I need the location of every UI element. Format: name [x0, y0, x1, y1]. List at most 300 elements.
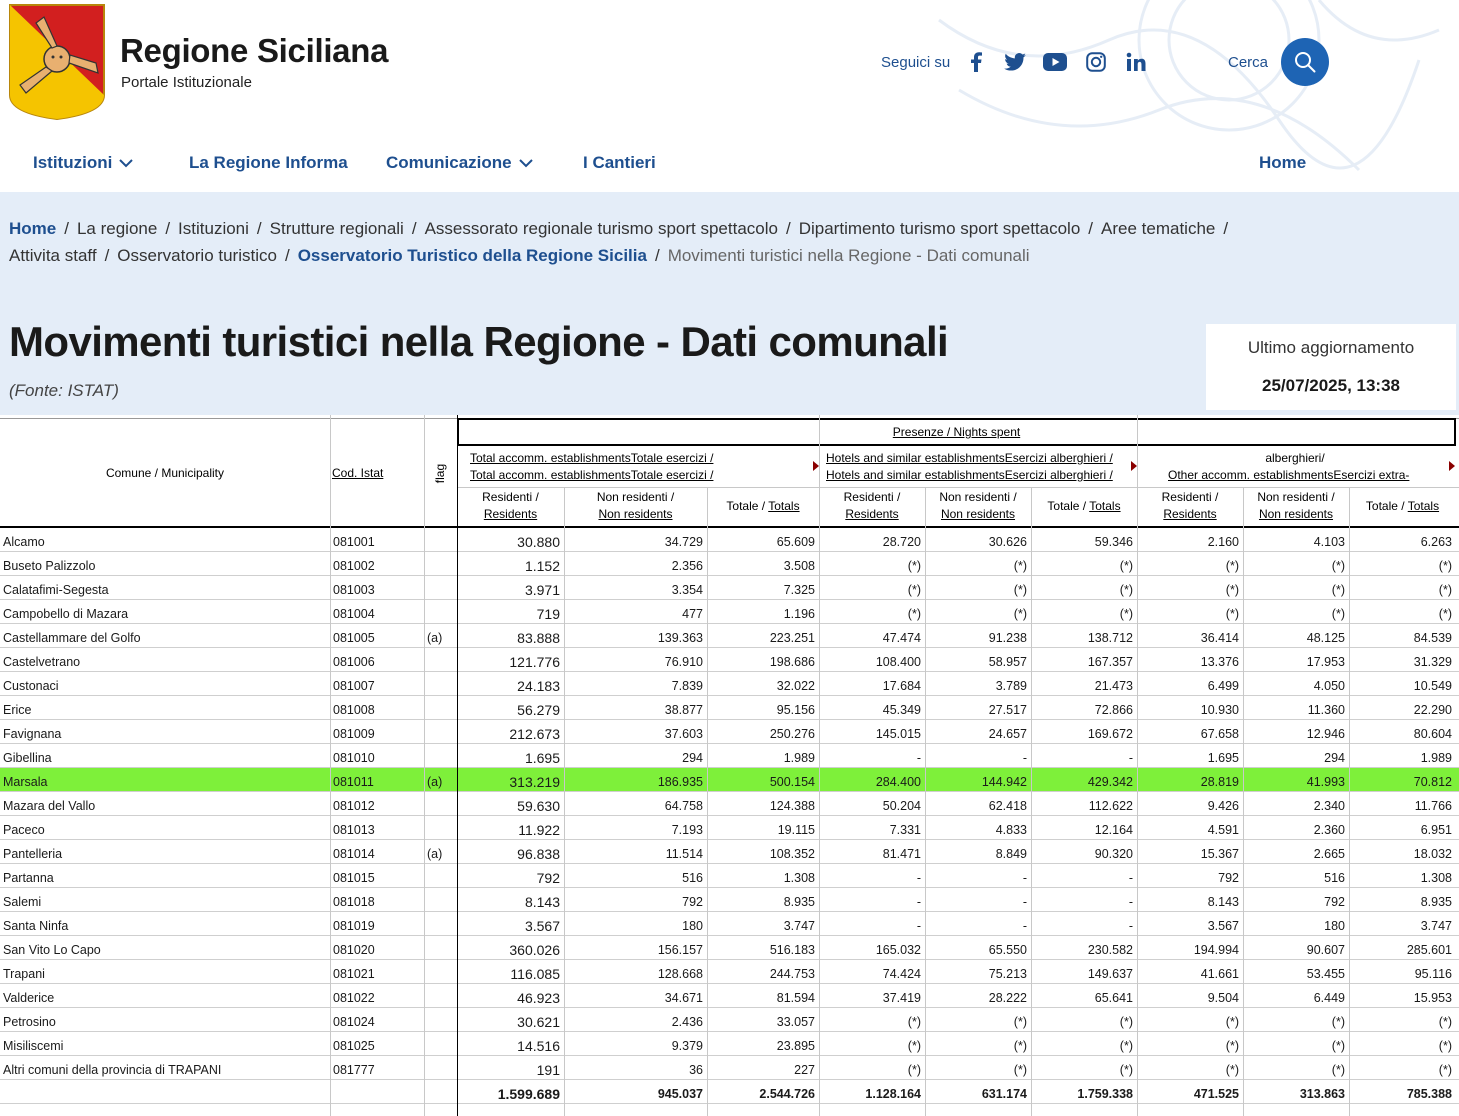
- value-cell: (*): [1438, 1039, 1452, 1053]
- value-cell: (*): [1225, 559, 1239, 573]
- municipality-cell: Petrosino: [3, 1015, 56, 1029]
- site-title[interactable]: Regione Siciliana: [120, 32, 389, 69]
- value-cell: 33.057: [776, 1015, 815, 1029]
- municipality-cell: Favignana: [3, 727, 62, 741]
- value-cell: 516.183: [769, 943, 815, 957]
- value-cell: (*): [1225, 1039, 1239, 1053]
- table-row: [0, 1056, 1459, 1080]
- search-label[interactable]: Cerca: [1228, 54, 1269, 71]
- value-cell: 41.993: [1306, 775, 1345, 789]
- value-cell: -: [916, 919, 921, 933]
- group-hotels-header: Hotels and similar establishmentsEsercizi alberghieri / Hotels and similar establishmentsEsercizi alberghieri /: [826, 451, 1113, 482]
- value-cell: 285.601: [1406, 943, 1452, 957]
- value-cell: -: [1128, 919, 1133, 933]
- column-divider: [330, 415, 331, 1116]
- value-cell: (*): [907, 1063, 921, 1077]
- value-cell: 15.953: [1413, 991, 1452, 1005]
- value-cell: 294: [1324, 751, 1345, 765]
- nav-home[interactable]: [1259, 150, 1306, 176]
- subheader-cell: Non residenti / Non residents: [939, 490, 1017, 521]
- breadcrumb-attivita-staff[interactable]: Attivita staff: [9, 246, 97, 265]
- value-cell: 138.712: [1087, 631, 1133, 645]
- value-cell: (*): [1438, 583, 1452, 597]
- value-cell: 124.388: [769, 799, 815, 813]
- municipality-cell: Marsala: [3, 775, 48, 789]
- value-cell: 90.320: [1094, 847, 1133, 861]
- value-cell: 11.922: [518, 822, 560, 838]
- regione-siciliana-logo[interactable]: [8, 3, 106, 121]
- value-cell: 30.880: [517, 534, 560, 550]
- value-cell: 65.609: [776, 535, 815, 549]
- chevron-down-icon: [118, 158, 134, 168]
- value-cell: 34.671: [664, 991, 703, 1005]
- municipality-cell: Calatafimi-Segesta: [3, 583, 109, 597]
- flag-cell: [427, 600, 453, 624]
- column-divider: [1349, 487, 1350, 1116]
- value-cell: 12.946: [1306, 727, 1345, 741]
- search-icon: [1294, 51, 1316, 73]
- value-cell: 12.164: [1094, 823, 1133, 837]
- value-cell: (*): [1119, 583, 1133, 597]
- value-cell: 477: [682, 607, 703, 621]
- nav-i-cantieri-label: I Cantieri: [583, 153, 656, 172]
- value-cell: 1.128.164: [865, 1087, 921, 1101]
- breadcrumb-osservatorio-turistico[interactable]: Osservatorio turistico: [117, 246, 277, 265]
- value-cell: 230.582: [1087, 943, 1133, 957]
- subheader-cell: Residenti / Residents: [843, 490, 901, 521]
- value-cell: 223.251: [769, 631, 815, 645]
- municipality-cell: Paceco: [3, 823, 45, 837]
- value-cell: 112.622: [1088, 799, 1133, 813]
- table-row: [0, 1008, 1459, 1032]
- value-cell: 2.356: [671, 559, 703, 573]
- breadcrumb-assessorato[interactable]: Assessorato regionale turismo sport spettacolo: [424, 219, 778, 238]
- flag-cell: [427, 528, 453, 552]
- value-cell: 50.204: [882, 799, 921, 813]
- linkedin-icon[interactable]: [1124, 50, 1148, 74]
- value-cell: 8.935: [783, 895, 815, 909]
- value-cell: -: [916, 895, 921, 909]
- value-cell: 6.951: [1420, 823, 1452, 837]
- istat-code-cell: 081020: [333, 943, 375, 957]
- istat-code-cell: 081008: [333, 703, 375, 717]
- flag-cell: [427, 552, 453, 576]
- value-cell: 313.863: [1299, 1087, 1345, 1101]
- value-cell: 53.455: [1306, 967, 1345, 981]
- table-row: [0, 696, 1459, 720]
- value-cell: (*): [907, 607, 921, 621]
- value-cell: 64.758: [664, 799, 703, 813]
- flag-cell: [427, 864, 453, 888]
- value-cell: 9.504: [1207, 991, 1239, 1005]
- column-divider: [457, 415, 458, 1116]
- municipality-cell: [3, 1080, 326, 1104]
- value-cell: (*): [1119, 1039, 1133, 1053]
- value-cell: 108.400: [875, 655, 921, 669]
- value-cell: 1.599.689: [497, 1086, 560, 1102]
- breadcrumb-home[interactable]: Home: [9, 219, 57, 238]
- instagram-icon[interactable]: [1084, 50, 1108, 74]
- value-cell: 1.695: [1207, 751, 1239, 765]
- value-cell: 108.352: [769, 847, 815, 861]
- header-divider: [457, 487, 1459, 488]
- flag-cell: [427, 792, 453, 816]
- municipality-cell: Misiliscemi: [3, 1039, 64, 1053]
- value-cell: 7.325: [783, 583, 815, 597]
- presenze-header: Presenze / Nights spent: [892, 425, 1021, 439]
- value-cell: 471.525: [1193, 1087, 1239, 1101]
- value-cell: 48.125: [1306, 631, 1345, 645]
- value-cell: (*): [1438, 559, 1452, 573]
- group-total-header: Total accomm. establishmentsTotale esercizi / Total accomm. establishmentsTotale esercizi /: [470, 451, 714, 482]
- value-cell: (*): [1331, 1063, 1345, 1077]
- value-cell: 6.263: [1420, 535, 1452, 549]
- value-cell: 7.193: [671, 823, 703, 837]
- flag-cell: [427, 648, 453, 672]
- nav-istituzioni-label: Istituzioni: [33, 153, 113, 172]
- value-cell: 8.143: [524, 894, 560, 910]
- value-cell: 7.839: [671, 679, 703, 693]
- table-row: [0, 912, 1459, 936]
- value-cell: 75.213: [988, 967, 1027, 981]
- value-cell: 1.989: [783, 751, 815, 765]
- value-cell: 785.388: [1406, 1087, 1452, 1101]
- value-cell: 58.957: [988, 655, 1027, 669]
- breadcrumb-strutture-regionali[interactable]: Strutture regionali: [269, 219, 404, 238]
- breadcrumb-la-regione[interactable]: La regione: [76, 219, 158, 238]
- value-cell: -: [1022, 751, 1027, 765]
- youtube-icon[interactable]: [1043, 50, 1067, 74]
- col-flag-header: flag: [433, 463, 447, 484]
- expand-arrow-icon[interactable]: [1449, 461, 1455, 471]
- value-cell: 56.279: [517, 702, 560, 718]
- value-cell: 59.346: [1094, 535, 1133, 549]
- municipality-cell: Salemi: [3, 895, 42, 909]
- value-cell: 7.331: [889, 823, 921, 837]
- istat-code-cell: 081010: [333, 751, 375, 765]
- table-row: [0, 864, 1459, 888]
- table-row: [0, 600, 1459, 624]
- istat-code-cell: 081777: [333, 1063, 375, 1077]
- column-divider: [424, 415, 425, 1116]
- value-cell: (*): [907, 583, 921, 597]
- tourism-data-table: [0, 415, 1459, 1116]
- value-cell: 227: [794, 1063, 815, 1077]
- nav-la-regione-informa-label: La Regione Informa: [189, 153, 348, 172]
- istat-code-cell: 081006: [333, 655, 375, 669]
- value-cell: 17.953: [1306, 655, 1345, 669]
- table-row: [0, 816, 1459, 840]
- nav-comunicazione[interactable]: [386, 150, 534, 176]
- value-cell: 81.594: [776, 991, 815, 1005]
- table-row: [0, 792, 1459, 816]
- column-divider: [707, 487, 708, 1116]
- value-cell: 81.471: [882, 847, 921, 861]
- breadcrumb-osservatorio-regione[interactable]: Osservatorio Turistico della Regione Sicilia: [297, 246, 647, 265]
- value-cell: 2.665: [1313, 847, 1345, 861]
- value-cell: 1.759.338: [1077, 1087, 1133, 1101]
- value-cell: (*): [1331, 1015, 1345, 1029]
- value-cell: 516: [1324, 871, 1345, 885]
- search-button[interactable]: [1281, 38, 1329, 86]
- table-row: [0, 576, 1459, 600]
- municipality-cell: Pantelleria: [3, 847, 63, 861]
- value-cell: 3.354: [671, 583, 703, 597]
- value-cell: (*): [1119, 1015, 1133, 1029]
- value-cell: 198.686: [769, 655, 815, 669]
- twitter-icon[interactable]: [1003, 50, 1027, 74]
- value-cell: (*): [1331, 1039, 1345, 1053]
- value-cell: 17.684: [882, 679, 921, 693]
- value-cell: 21.473: [1094, 679, 1133, 693]
- value-cell: 96.838: [517, 846, 560, 862]
- value-cell: 3.508: [783, 559, 815, 573]
- value-cell: 139.363: [657, 631, 703, 645]
- value-cell: 180: [682, 919, 703, 933]
- value-cell: 32.022: [776, 679, 815, 693]
- value-cell: 284.400: [875, 775, 921, 789]
- value-cell: 10.930: [1200, 703, 1239, 717]
- value-cell: 18.032: [1413, 847, 1452, 861]
- value-cell: 24.183: [517, 678, 560, 694]
- value-cell: 72.866: [1094, 703, 1133, 717]
- istat-code-cell: 081001: [333, 535, 375, 549]
- value-cell: -: [1022, 871, 1027, 885]
- value-cell: 2.340: [1313, 799, 1345, 813]
- istat-code-cell: 081015: [333, 871, 375, 885]
- municipality-cell: Custonaci: [3, 679, 59, 693]
- breadcrumb-current: Movimenti turistici nella Regione - Dati comunali: [667, 246, 1030, 265]
- value-cell: 95.116: [1414, 967, 1452, 981]
- subheader-cell: Non residenti / Non residents: [596, 490, 675, 521]
- value-cell: (*): [907, 1015, 921, 1029]
- value-cell: -: [1128, 871, 1133, 885]
- value-cell: 2.360: [1313, 823, 1345, 837]
- value-cell: 1.308: [1420, 871, 1452, 885]
- nav-la-regione-informa[interactable]: [189, 150, 348, 176]
- table-row: [0, 888, 1459, 912]
- flag-cell: (a): [427, 631, 443, 645]
- value-cell: 47.474: [882, 631, 921, 645]
- municipality-cell: Trapani: [3, 967, 45, 981]
- value-cell: 46.923: [517, 990, 560, 1006]
- value-cell: 792: [1218, 871, 1239, 885]
- value-cell: 24.657: [988, 727, 1027, 741]
- value-cell: (*): [1225, 1015, 1239, 1029]
- last-update-value: 25/07/2025, 13:38: [1261, 376, 1400, 395]
- value-cell: 28.720: [882, 535, 921, 549]
- value-cell: 2.436: [671, 1015, 703, 1029]
- flag-cell: [427, 1032, 453, 1056]
- value-cell: 165.032: [875, 943, 921, 957]
- value-cell: 8.849: [995, 847, 1027, 861]
- table-total-row: [0, 1080, 1459, 1104]
- value-cell: (*): [1013, 607, 1027, 621]
- value-cell: 10.549: [1413, 679, 1452, 693]
- municipality-cell: San Vito Lo Capo: [3, 943, 101, 957]
- istat-code-cell: [333, 1080, 420, 1104]
- flag-cell: (a): [427, 847, 443, 861]
- value-cell: 719: [536, 606, 560, 622]
- flag-cell: [427, 960, 453, 984]
- value-cell: 144.942: [981, 775, 1027, 789]
- value-cell: 212.673: [509, 726, 560, 742]
- value-cell: 36.414: [1200, 631, 1239, 645]
- value-cell: 2.160: [1207, 535, 1239, 549]
- last-update-box: [1206, 324, 1456, 410]
- facebook-icon[interactable]: [964, 50, 988, 74]
- value-cell: (*): [1438, 607, 1452, 621]
- value-cell: 4.591: [1207, 823, 1239, 837]
- istat-code-cell: 081003: [333, 583, 375, 597]
- value-cell: 90.607: [1306, 943, 1345, 957]
- breadcrumb-dipartimento[interactable]: Dipartimento turismo sport spettacolo: [798, 219, 1081, 238]
- column-divider: [1243, 487, 1244, 1116]
- value-cell: 28.819: [1200, 775, 1239, 789]
- value-cell: 11.766: [1414, 799, 1452, 813]
- value-cell: 30.621: [517, 1014, 560, 1030]
- istat-code-cell: 081013: [333, 823, 375, 837]
- istat-code-cell: 081007: [333, 679, 375, 693]
- municipality-cell: Gibellina: [3, 751, 52, 765]
- value-cell: 13.376: [1200, 655, 1239, 669]
- value-cell: 23.895: [776, 1039, 815, 1053]
- value-cell: 121.776: [509, 654, 560, 670]
- municipality-cell: Santa Ninfa: [3, 919, 69, 933]
- breadcrumb: Home / La regione / Istituzioni / Strutture regionali / Assessorato regionale turismo sport spettacolo / Dipartimento turismo sport spettacolo / Aree tematiche /: [9, 219, 1229, 238]
- value-cell: 91.238: [988, 631, 1027, 645]
- value-cell: 1.989: [1420, 751, 1452, 765]
- value-cell: -: [1128, 895, 1133, 909]
- municipality-cell: Partanna: [3, 871, 54, 885]
- follow-label: Seguici su: [881, 54, 951, 71]
- value-cell: 11.360: [1307, 703, 1345, 717]
- value-cell: 191: [536, 1062, 560, 1078]
- value-cell: 360.026: [509, 942, 560, 958]
- value-cell: (*): [1013, 1015, 1027, 1029]
- breadcrumb-line-2: Attivita staff / Osservatorio turistico / Osservatorio Turistico della Regione Sicilia / Movimenti turistici nella Regione - Dati comunali: [9, 246, 1030, 265]
- value-cell: 3.971: [524, 582, 560, 598]
- table-row: [0, 1032, 1459, 1056]
- value-cell: 76.910: [664, 655, 703, 669]
- value-cell: 792: [1324, 895, 1345, 909]
- value-cell: 429.342: [1087, 775, 1133, 789]
- value-cell: (*): [1013, 1039, 1027, 1053]
- flag-cell: [427, 936, 453, 960]
- istat-code-cell: 081014: [333, 847, 375, 861]
- col-comune-header: Comune / Municipality: [105, 466, 225, 480]
- value-cell: 19.115: [777, 823, 815, 837]
- column-divider: [1137, 415, 1138, 1116]
- nav-i-cantieri[interactable]: [583, 150, 656, 176]
- column-divider: [564, 487, 565, 1116]
- value-cell: 15.367: [1200, 847, 1239, 861]
- site-header: [0, 0, 1459, 192]
- value-cell: (*): [1013, 559, 1027, 573]
- value-cell: 28.222: [988, 991, 1027, 1005]
- breadcrumb-aree-tematiche[interactable]: Aree tematiche: [1101, 219, 1216, 238]
- value-cell: 74.424: [882, 967, 921, 981]
- table-row: [0, 840, 1459, 864]
- value-cell: 500.154: [769, 775, 815, 789]
- value-cell: (*): [1331, 559, 1345, 573]
- table-row: [0, 648, 1459, 672]
- value-cell: (*): [1331, 607, 1345, 621]
- value-cell: 38.877: [664, 703, 703, 717]
- value-cell: (*): [1438, 1015, 1452, 1029]
- value-cell: 1.695: [524, 750, 560, 766]
- column-divider: [925, 487, 926, 1116]
- value-cell: (*): [907, 559, 921, 573]
- value-cell: -: [1022, 919, 1027, 933]
- breadcrumb-istituzioni[interactable]: Istituzioni: [178, 219, 249, 238]
- value-cell: 792: [682, 895, 703, 909]
- istat-code-cell: 081002: [333, 559, 375, 573]
- istat-code-cell: 081009: [333, 727, 375, 741]
- value-cell: 27.517: [988, 703, 1027, 717]
- value-cell: 3.747: [1420, 919, 1452, 933]
- municipality-cell: Campobello di Mazara: [3, 607, 129, 621]
- value-cell: (*): [1225, 1063, 1239, 1077]
- value-cell: 186.935: [657, 775, 703, 789]
- municipality-cell: Castellammare del Golfo: [3, 631, 141, 645]
- istat-code-cell: 081004: [333, 607, 375, 621]
- value-cell: 516: [682, 871, 703, 885]
- value-cell: 1.308: [783, 871, 815, 885]
- value-cell: 3.567: [1207, 919, 1239, 933]
- value-cell: 70.812: [1413, 775, 1452, 789]
- site-subtitle: Portale Istituzionale: [121, 74, 252, 91]
- value-cell: 4.833: [995, 823, 1027, 837]
- nav-istituzioni[interactable]: [33, 150, 134, 176]
- istat-code-cell: 081005: [333, 631, 375, 645]
- municipality-cell: Castelvetrano: [3, 655, 81, 669]
- subheader-cell: Residenti / Residents: [482, 490, 539, 521]
- value-cell: (*): [1119, 607, 1133, 621]
- istat-code-cell: 081012: [333, 799, 375, 813]
- flag-cell: [427, 720, 453, 744]
- table-row: [0, 552, 1459, 576]
- value-cell: (*): [1225, 583, 1239, 597]
- value-cell: (*): [1013, 583, 1027, 597]
- istat-code-cell: 081025: [333, 1039, 375, 1053]
- value-cell: 22.290: [1413, 703, 1452, 717]
- value-cell: (*): [1331, 583, 1345, 597]
- trinacria-watermark: [899, 0, 1459, 192]
- nav-comunicazione-label: Comunicazione: [386, 153, 512, 172]
- value-cell: 36: [689, 1063, 703, 1077]
- table-row: [0, 768, 1459, 792]
- value-cell: 3.747: [783, 919, 815, 933]
- column-divider: [1031, 487, 1032, 1116]
- value-cell: 6.499: [1207, 679, 1239, 693]
- value-cell: 37.419: [882, 991, 921, 1005]
- value-cell: 8.935: [1420, 895, 1452, 909]
- value-cell: 83.888: [517, 630, 560, 646]
- source-note: (Fonte: ISTAT): [9, 381, 119, 400]
- value-cell: 9.426: [1207, 799, 1239, 813]
- subheader-cell: Totale / Totals: [726, 499, 800, 513]
- flag-cell: [427, 576, 453, 600]
- value-cell: 14.516: [517, 1038, 560, 1054]
- table-row: [0, 720, 1459, 744]
- value-cell: 59.630: [517, 798, 560, 814]
- istat-code-cell: 081021: [333, 967, 375, 981]
- value-cell: 6.449: [1313, 991, 1345, 1005]
- group-other-header: alberghieri/ Other accomm. establishmentsEsercizi extra-: [1168, 451, 1410, 482]
- table-row: [0, 528, 1459, 552]
- value-cell: 65.550: [988, 943, 1027, 957]
